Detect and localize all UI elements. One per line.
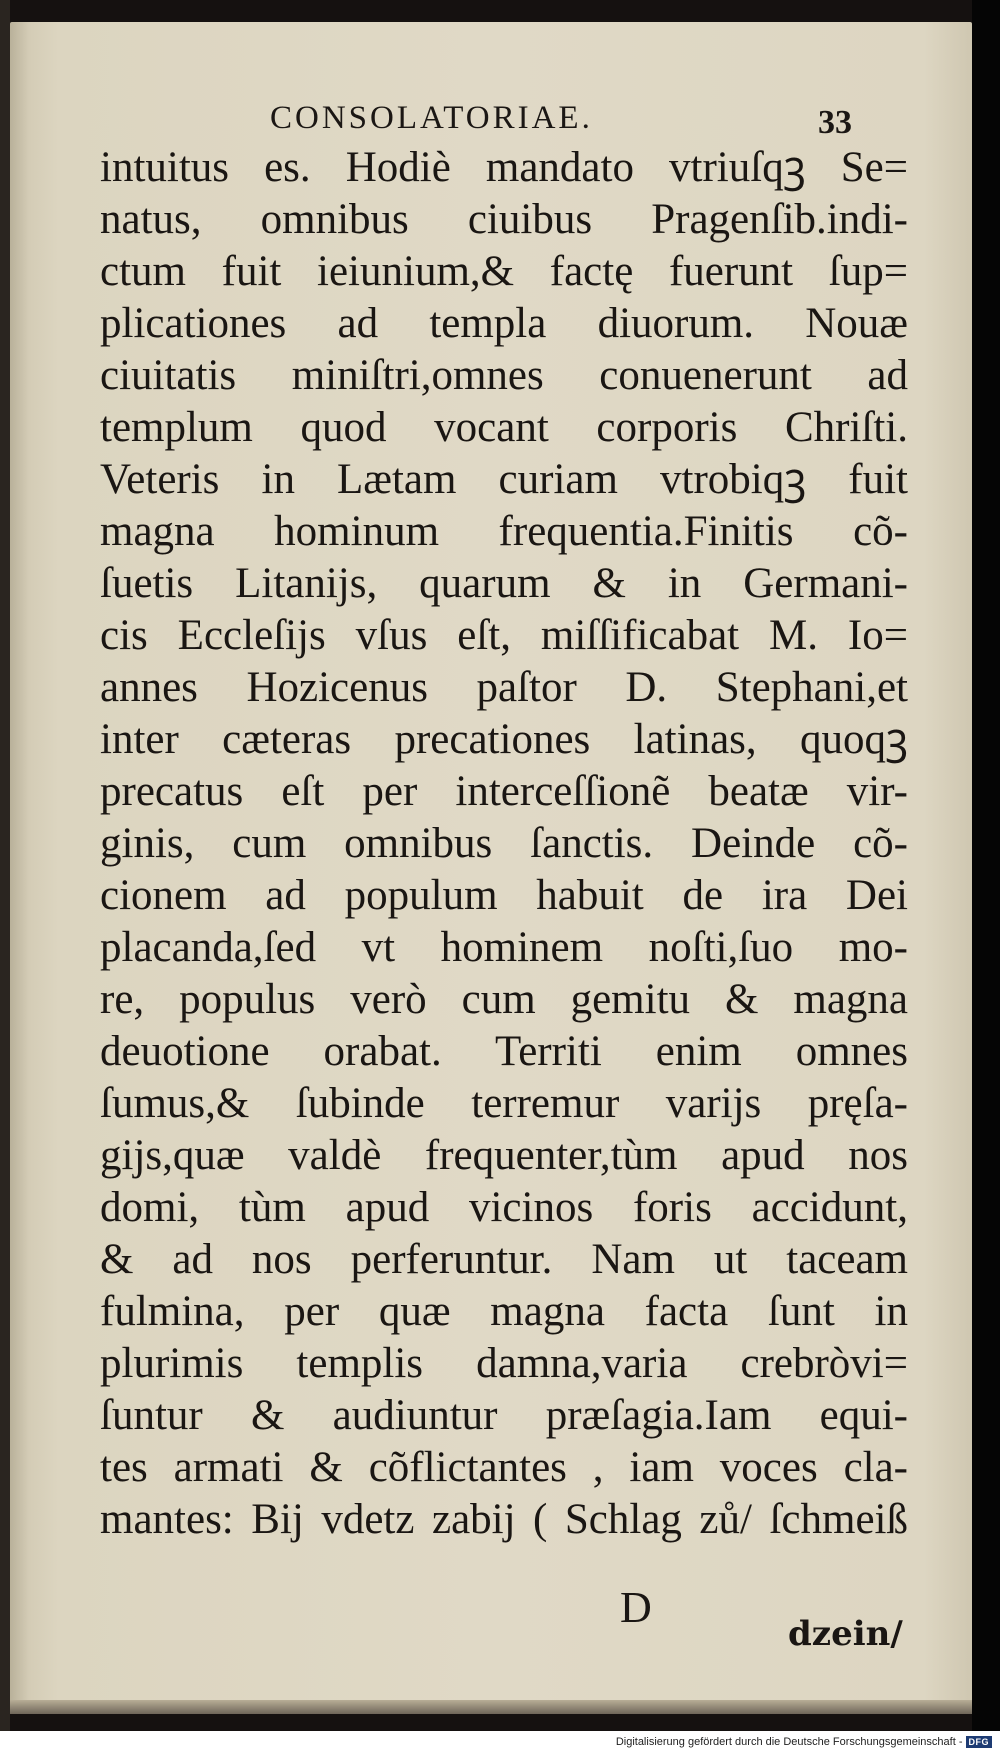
text-line: re, populus verò cum gemitu & magna: [100, 976, 908, 1023]
page-number: 33: [818, 104, 852, 141]
text-line: Veteris in Lætam curiam vtrobiqꝫ fuit: [100, 456, 908, 503]
binding-edge: [0, 0, 10, 1731]
text-line: deuotione orabat. Territi enim omnes: [100, 1028, 908, 1075]
text-line: gijs,quæ valdè frequenter,tùm apud nos: [100, 1132, 908, 1179]
text-line: natus, omnibus ciuibus Pragenſib.indi-: [100, 196, 908, 243]
text-line: mantes: Bij vdetz zabij ( Schlag zů/ ſchmeiß: [100, 1496, 908, 1543]
text-line: ginis, cum omnibus ſanctis. Deinde cõ-: [100, 820, 908, 867]
text-line: annes Hozicenus paſtor D. Stephani,et: [100, 664, 908, 711]
text-line: ciuitatis miniſtri,omnes conuenerunt ad: [100, 352, 908, 399]
text-line: ctum fuit ieiunium,& factę fuerunt ſup=: [100, 248, 908, 295]
text-line: ſumus,& ſubinde terremur varijs pręſa-: [100, 1080, 908, 1127]
dfg-logo: DFG: [966, 1736, 993, 1748]
text-line: inter cæteras precationes latinas, quoqꝫ: [100, 716, 908, 763]
page-bottom-edge: [10, 1700, 972, 1714]
text-line: fulmina, per quæ magna facta ſunt in: [100, 1288, 908, 1335]
text-line: tes armati & cõflictantes , iam voces cla-: [100, 1444, 908, 1491]
text-line: domi, tùm apud vicinos foris accidunt,: [100, 1184, 908, 1231]
text-line: plurimis templis damna,varia crebròvi=: [100, 1340, 908, 1387]
catchword: dzein/: [788, 1614, 903, 1654]
text-line: ſuntur & audiuntur præſagia.Iam equi-: [100, 1392, 908, 1439]
signature-mark: D: [620, 1583, 652, 1632]
text-line: cis Eccleſijs vſus eſt, miſſificabat M. Io=: [100, 612, 908, 659]
text-line: ſuetis Litanijs, quarum & in Germani-: [100, 560, 908, 607]
text-line: precatus eſt per interceſſionẽ beatæ vir-: [100, 768, 908, 815]
scan-right-border: [972, 0, 1000, 1731]
text-line: templum quod vocant corporis Chriſti.: [100, 404, 908, 451]
digitization-credit: [616, 1736, 992, 1748]
running-header: CONSOLATORIAE.: [270, 100, 593, 136]
text-line: intuitus es. Hodiè mandato vtriuſqꝫ Se=: [100, 144, 908, 191]
text-line: magna hominum frequentia.Finitis cõ-: [100, 508, 908, 555]
text-body: [100, 142, 908, 1546]
text-line: & ad nos perferuntur. Nam ut taceam: [100, 1236, 908, 1283]
text-line: plicationes ad templa diuorum. Nouæ: [100, 300, 908, 347]
text-line: cionem ad populum habuit de ira Dei: [100, 872, 908, 919]
credit-text: Digitalisierung gefördert durch die Deutsche Forschungsgemeinschaft -: [615, 1736, 963, 1748]
text-line: placanda,ſed vt hominem noſti,ſuo mo-: [100, 924, 908, 971]
